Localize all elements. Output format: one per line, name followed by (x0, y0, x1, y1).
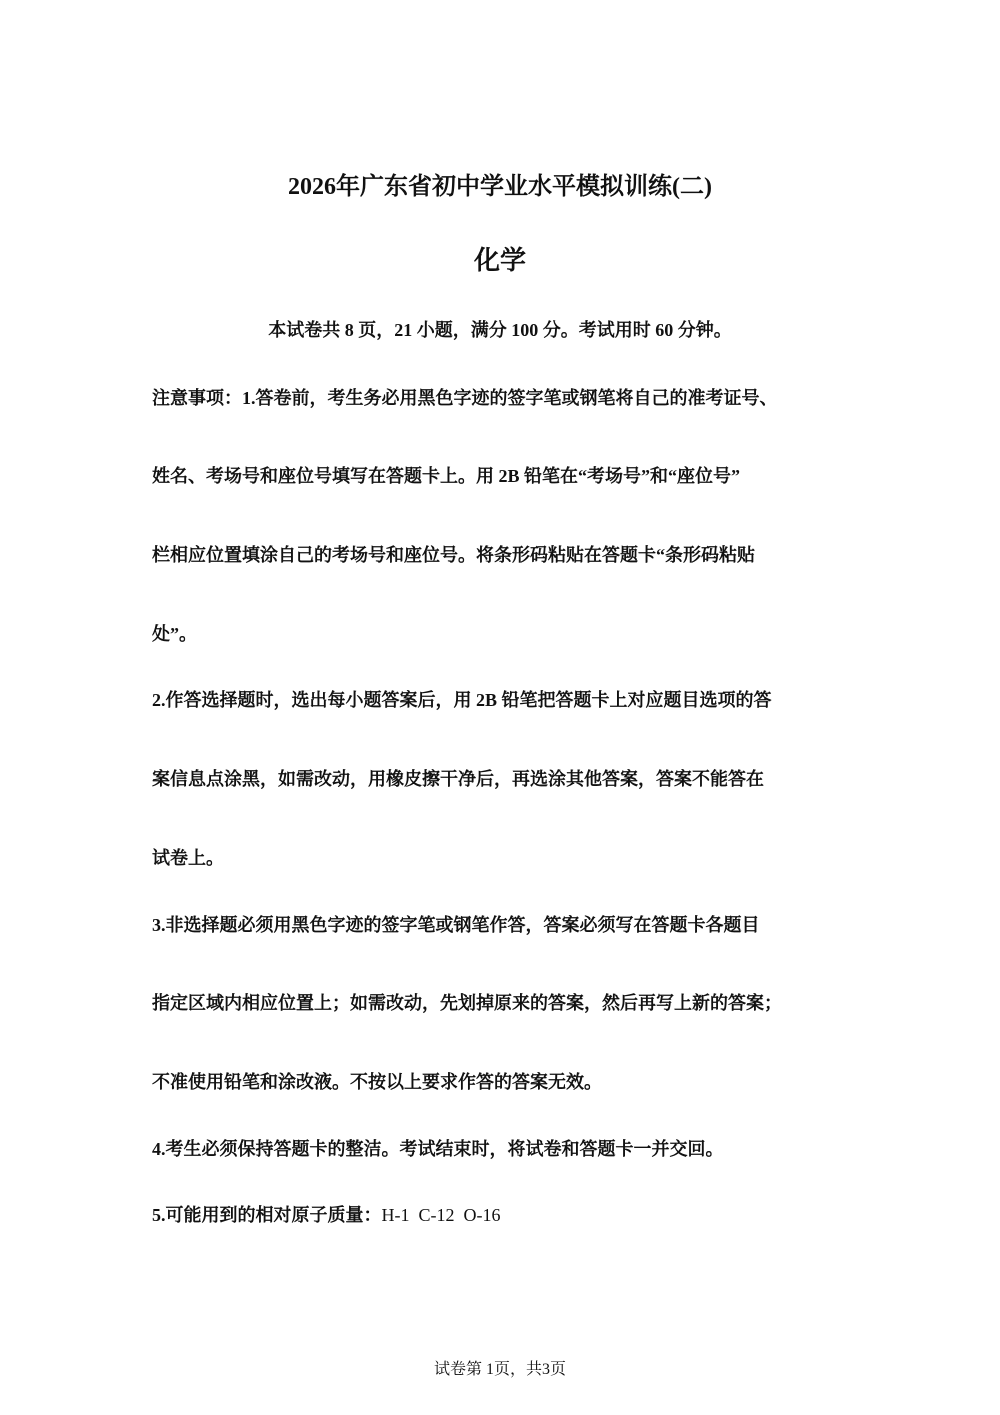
notes-line: 2.作答选择题时，选出每小题答案后，用 2B 铅笔把答题卡上对应题目选项的答 (152, 690, 772, 710)
atomic-masses-line (152, 1201, 872, 1227)
notes-line: 处”。 (152, 624, 197, 644)
exam-title: 2026年广东省初中学业水平模拟训练(二) (288, 174, 712, 200)
subject-title: 化学 (473, 246, 526, 275)
notes-line: 栏相应位置填涂自己的考场号和座位号。将条形码粘贴在答题卡“条形码粘贴 (152, 545, 755, 565)
notes-line: 试卷上。 (152, 848, 224, 868)
atomic-masses-label: 5.可能用到的相对原子质量： (152, 1205, 382, 1225)
atomic-masses-values: H-1 C-12 O-16 (381, 1205, 501, 1225)
notes-line: 不准使用铅笔和涂改液。不按以上要求作答的答案无效。 (152, 1072, 602, 1092)
notes-line: 姓名、考场号和座位号填写在答题卡上。用 2B 铅笔在“考场号”和“座位号” (152, 466, 741, 486)
page-footer: 试卷第 1页，共3页 (433, 1361, 566, 1378)
notes-line: 注意事项：1.答卷前，考生务必用黑色字迹的签字笔或钢笔将自己的准考证号、 (152, 388, 778, 408)
notes-line: 案信息点涂黑，如需改动，用橡皮擦干净后，再选涂其他答案，答案不能答在 (152, 769, 764, 789)
exam-intro: 本试卷共 8 页，21 小题，满分 100 分。考试用时 60 分钟。 (268, 320, 732, 340)
notes-line: 指定区域内相应位置上；如需改动，先划掉原来的答案，然后再写上新的答案； (152, 993, 782, 1013)
notes-line: 3.非选择题必须用黑色字迹的签字笔或钢笔作答，答案必须写在答题卡各题目 (152, 915, 760, 935)
notes-line: 4.考生必须保持答题卡的整洁。考试结束时，将试卷和答题卡一并交回。 (152, 1139, 724, 1159)
